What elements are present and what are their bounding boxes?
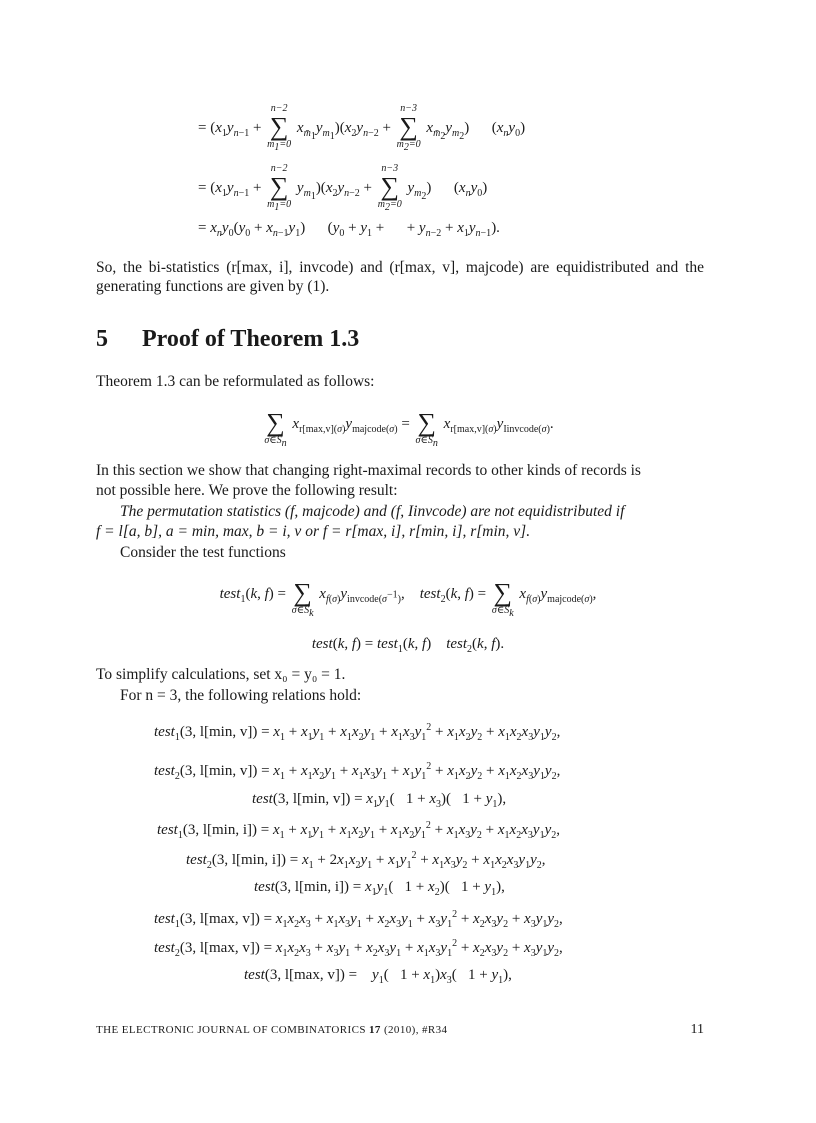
relation-test1-lmin-v: test$_1$(3, l[min, $v]) = x_1 + x_1y_1 + x_1x_2y_1 + x_1x_3y_1^2 + x_1x_2y_2 + x_1x_2x_3y_1y_2$, (154, 722, 561, 743)
consider-line: Consider the test functions (120, 544, 286, 561)
relation-test2-lmax-v: test$_2$(3, l[max, $v]) = x_1x_2x_3 + x_3y_1 + x_2x_3y_1 + x_1x_3y_1^2 + x_2x_3y_2 + x_3y_1y_2$, (154, 938, 563, 959)
sum-symbol: n−3 ∑ $m_2=0$ (396, 103, 421, 153)
relation-test-lmax-v: test(3, l[max, v]) = $y_1$( $1 + x_1)x_3$( $1 + y_1$), (244, 967, 512, 986)
equation-line-1: = ($x_1y_{n-1}$ + n−2 ∑ $m_1=0$ $x_{m̄_1}y_{m_1})(x_2y_{n-2}$ + n−3 ∑ $m_2=0$ $x_{m̄_2}y_{m_2}$) $(x_ny_0)$ (198, 103, 526, 153)
journal-volume: 17 (369, 1024, 381, 1036)
test-product: test(k, f) = test$_1$(k, f) test$_2$(k, f). (311, 636, 505, 655)
relation-test1-lmax-v: test$_1$(3, l[max, $v]) = x_1x_2x_3 + x_1x_3y_1 + x_2x_3y_1 + x_3y_1^2 + x_2x_3y_2 + x_3y_1y_2$, (154, 909, 563, 930)
section-number: 5 (96, 326, 108, 352)
paragraph-line-2: not possible here. We prove the following result: (96, 482, 398, 499)
sum-symbol: ∑ $\sigma\in S_k$ (291, 578, 314, 619)
sum-symbol: n−3 ∑ $m_2=0$ (377, 163, 402, 213)
claim-line-2: f = l[a, b], a = min, max, b = i, v or f = r[max, i], r[min, i], r[min, v]. (96, 523, 531, 540)
relation-test-lmin-v: test(3, l[min, $v]) = x_1y_1$( $1 + x_3$)( $1 + y_1$), (252, 791, 507, 810)
equation-line-3: = $x_ny_0(y_0 + x_{n-1}y_1)$ ($y_0 + y_1$ + + $y_{n-2} + x_1y_{n-1}$). (198, 220, 500, 239)
sum-symbol: ∑ $\sigma\in S_n$ (415, 408, 438, 449)
section-title: Proof of Theorem 1.3 (142, 326, 360, 352)
sum-symbol: ∑ $\sigma\in S_k$ (491, 578, 514, 619)
journal-name: THE ELECTRONIC JOURNAL OF COMBINATORICS (96, 1024, 366, 1036)
paragraph-bistatistics: So, the bi-statistics (r[max, i], invcode) and (r[max, v], majcode) are equidistributed and the generating functions are given by (1). (96, 259, 704, 295)
claim-line-1: The permutation statistics (f, majcode) and (f, Iinvcode) are not equidistributed if (120, 503, 625, 520)
simplify-line: To simplify calculations, set x₀ = y₀ = 1. (96, 666, 346, 683)
relation-test-lmin-i: test(3, l[min, $i]) = x_1y_1$( $1 + x_2$)( $1 + y_1$), (254, 879, 505, 898)
sum-symbol: ∑ $\sigma\in S_n$ (264, 408, 287, 449)
for-n3-line: For n = 3, the following relations hold: (120, 687, 362, 704)
paragraph-line-1: In this section we show that changing right-maximal records to other kinds of records is (96, 462, 641, 479)
sum-symbol: n−2 ∑ $m_1=0$ (267, 163, 292, 213)
section-heading (96, 326, 359, 353)
sum-symbol: n−2 ∑ $m_1=0$ (267, 103, 292, 153)
reformulation-intro: Theorem 1.3 can be reformulated as follows: (96, 373, 375, 390)
relation-test1-lmin-i: test$_1$(3, l[min, $i]) = x_1 + x_1y_1 + x_1x_2y_1 + x_1x_2y_1^2 + x_1x_3y_2 + x_1x_2x_3y_1y_2$, (157, 820, 560, 841)
reformulation-equation: ∑ $\sigma\in S_n$ $x_{r[max,v](\sigma)}y_{majcode(\sigma)}$ = ∑ $\sigma\in S_n$ $x_{r[max,v](\sigma)}y_{Iinvcode(\sigma)}$. (0, 400, 816, 449)
relation-test2-lmin-v: test$_2$(3, l[min, $v]) = x_1 + x_1x_2y_1 + x_1x_3y_1 + x_1y_1^2 + x_1x_2y_2 + x_1x_2x_3y_1y_2$, (154, 761, 561, 782)
test-definitions: test$_1$(k, f) = ∑ $\sigma\in S_k$ $x_{f(\sigma)}y_{invcode(\sigma^{-1})}$, test$_2$(k, f) = ∑ $\sigma\in S_k$ $x_{f(\sigma)}y_{majcode(\sigma)}$, (0, 570, 816, 619)
page-number: 11 (690, 1022, 704, 1037)
page-footer (96, 1024, 447, 1036)
relation-test2-lmin-i: test$_2$(3, l[min, $i]) = x_1 + 2x_1x_2y_1 + x_1y_1^2 + x_1x_3y_2 + x_1x_2x_3y_1y_2$, (186, 850, 546, 871)
equation-line-2: = ($x_1y_{n-1}$ + n−2 ∑ $m_1=0$ $y_{m_1})(x_2y_{n-2}$ + n−3 ∑ $m_2=0$ $y_{m_2}$) $(x_ny_0)$ (198, 163, 488, 213)
journal-year-article: (2010), #R34 (383, 1024, 448, 1036)
